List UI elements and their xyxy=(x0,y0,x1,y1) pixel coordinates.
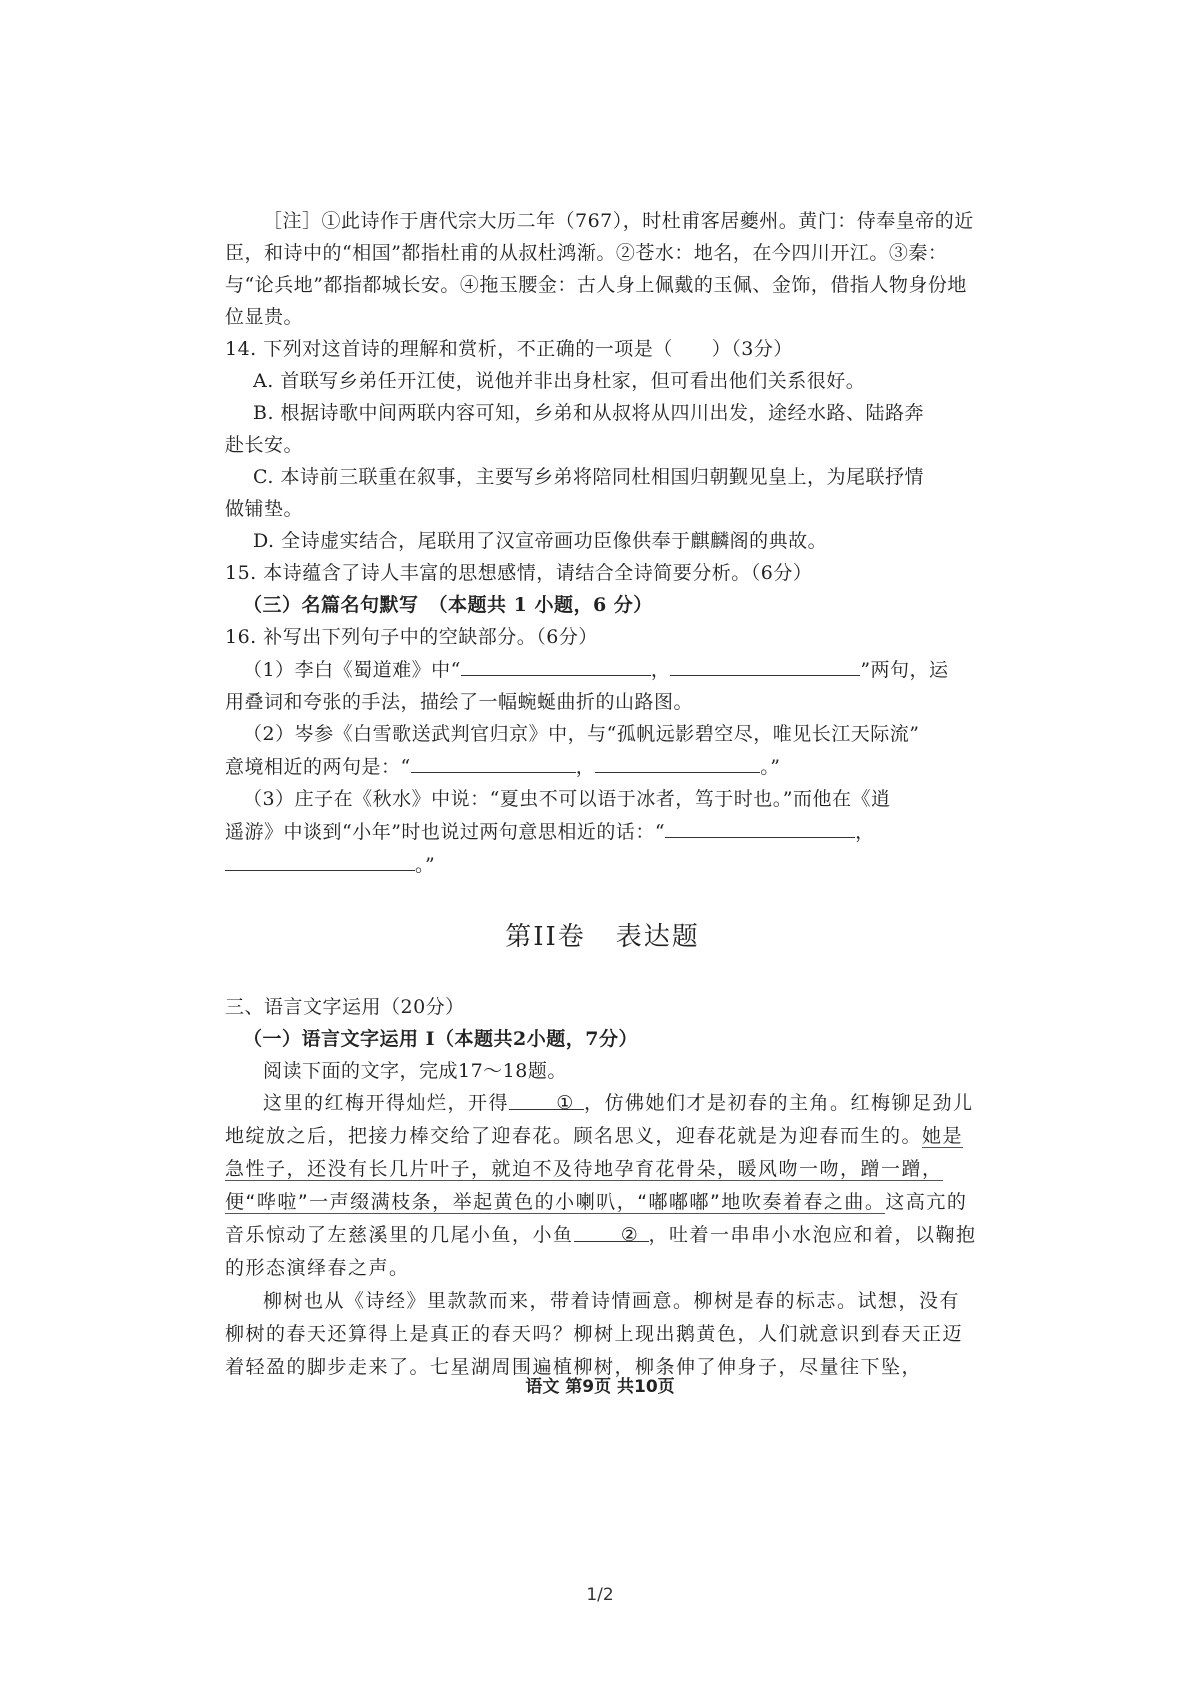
q16-p2-text-c: ， xyxy=(575,756,596,778)
passage-blank-1[interactable]: ① xyxy=(509,1087,584,1110)
question-16-part-1-cont: 用叠词和夸张的手法，描绘了一幅蜿蜒曲折的山路图。 xyxy=(225,691,694,713)
volume-title-b: 表达题 xyxy=(615,922,700,952)
passage-p1-c-underlined: 她是急性子，还没有长几片叶子，就迫不及待地孕育花骨朵，暖风吻一吻，蹭一蹭，便“哗啦”一声缀满枝条，举起黄色的小喇叭，“嘟嘟嘟”地吹奏着春之曲。 xyxy=(225,1125,964,1213)
section-recitation-title: （三）名篇名句默写 （本题共 1 小题，6 分） xyxy=(243,594,653,616)
poem-note: ［注］①此诗作于唐代宗大历二年（767），时杜甫客居夔州。黄门：侍奉皇帝的近臣，和诗中的“相国”都指杜甫的从叔杜鸿渐。②苍水：地名，在今四川开江。③秦：与“论兵地”都指都城长安。④拖玉腰金：古人身上佩戴的玉佩、金饰，借指人物身份地位显贵。 xyxy=(225,210,974,328)
q16-p3-text-d: 。” xyxy=(415,854,436,876)
question-14-stem: 14. 下列对这首诗的理解和赏析，不正确的一项是（ ）（3分） xyxy=(225,338,793,360)
part-3-instruction: 阅读下面的文字，完成17～18题。 xyxy=(263,1060,567,1082)
q16-p2-blank-1[interactable] xyxy=(411,750,576,773)
part-3-sub-title: （一）语言文字运用 I（本题共2小题，7分） xyxy=(243,1028,638,1050)
q16-p3-text-b: 遥游》中谈到“小年”时也说过两句意思相近的话：“ xyxy=(225,821,666,843)
passage-p1-b: ，仿佛她们才是初春的主角。红梅铆足劲儿地绽放之后，把接力棒交给了迎春花。顾名思义，迎春花就是为迎春而生的。 xyxy=(225,1092,974,1147)
passage-paragraph-1 xyxy=(225,1087,980,1285)
question-14-option-d: D. 全诗虚实结合，尾联用了汉宣帝画功臣像供奉于麒麟阁的典故。 xyxy=(253,530,828,552)
part-3-title: 三、语言文字运用（20分） xyxy=(225,996,465,1018)
question-14-option-a: A. 首联写乡弟任开江使，说他并非出身杜家，但可看出他们关系很好。 xyxy=(253,370,866,392)
question-16-part-1 xyxy=(225,653,980,686)
question-16-stem: 16. 补写出下列句子中的空缺部分。（6分） xyxy=(225,626,598,648)
q16-p3-blank-1[interactable] xyxy=(665,815,855,838)
question-15-stem: 15. 本诗蕴含了诗人丰富的思想感情，请结合全诗简要分析。（6分） xyxy=(225,562,813,584)
question-16-part-3: （3）庄子在《秋水》中说：“夏虫不可以语于冰者，笃于时也。”而他在《逍 xyxy=(243,788,891,810)
question-16-part-2-cont xyxy=(225,750,980,783)
q16-p1-text-c: ”两句，运 xyxy=(860,659,949,681)
passage-paragraph-2: 柳树也从《诗经》里款款而来，带着诗情画意。柳树是春的标志。试想，没有柳树的春天还算得上是真正的春天吗？柳树上现出鹅黄色，人们就意识到春天正迈着轻盈的脚步走来了。七星湖周围遍植柳树，柳条伸了伸身子，尽量往下坠， xyxy=(225,1290,964,1378)
page-indicator: 1/2 xyxy=(586,1585,614,1605)
volume-title xyxy=(225,921,980,953)
volume-title-a: 第II卷 xyxy=(505,922,586,952)
question-14-option-c: C. 本诗前三联重在叙事，主要写乡弟将陪同杜相国归朝觐见皇上，为尾联抒情 xyxy=(253,466,924,488)
page-footer: 语文 第9页 共10页 xyxy=(525,1377,675,1397)
question-14-option-b: B. 根据诗歌中间两联内容可知，乡弟和从叔将从四川出发，途经水路、陆路奔 xyxy=(253,402,925,424)
question-16-part-3-cont xyxy=(225,815,980,848)
passage-p1-a: 这里的红梅开得灿烂，开得 xyxy=(263,1092,510,1114)
passage-blank-2[interactable]: ② xyxy=(574,1219,649,1242)
exam-page xyxy=(225,205,980,1384)
q16-p1-blank-2[interactable] xyxy=(670,653,860,676)
passage-p1-e: ，吐着一串串小水泡应和着，以鞠抱的形态演绎春之声。 xyxy=(225,1224,977,1279)
q16-p1-text-a: （1）李白《蜀道难》中“ xyxy=(243,659,461,681)
q16-p2-blank-2[interactable] xyxy=(595,750,760,773)
q16-p1-text-b: ， xyxy=(650,659,671,681)
q16-p3-text-c: ， xyxy=(855,821,875,843)
q16-p3-blank-2[interactable] xyxy=(225,848,415,871)
question-14-option-b-cont: 赴长安。 xyxy=(225,434,304,456)
question-16-part-3-cont2 xyxy=(225,848,980,881)
question-16-part-2: （2）岑参《白雪歌送武判官归京》中，与“孤帆远影碧空尽，唯见长江天际流” xyxy=(243,723,920,745)
passage-p1-d: 这高亢的音乐惊动了左慈溪里的几尾小鱼，小鱼 xyxy=(225,1191,968,1246)
q16-p2-text-d: 。” xyxy=(760,756,781,778)
q16-p1-blank-1[interactable] xyxy=(461,653,651,676)
question-14-option-c-cont: 做铺垫。 xyxy=(225,498,304,520)
q16-p2-text-b: 意境相近的两句是：“ xyxy=(225,756,411,778)
